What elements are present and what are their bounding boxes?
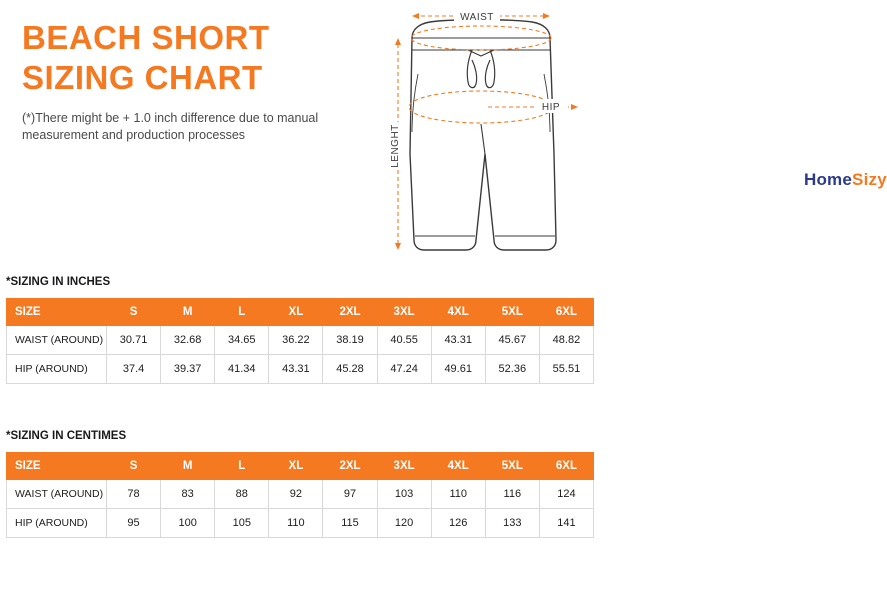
cell: 95: [107, 509, 161, 538]
cell: 124: [539, 480, 593, 509]
col-header-s: S: [107, 299, 161, 326]
inches-section-label: *SIZING IN INCHES: [6, 276, 111, 288]
cell: 83: [161, 480, 215, 509]
col-header-xl: XL: [269, 299, 323, 326]
col-header-m: M: [161, 453, 215, 480]
col-header-3xl: 3XL: [377, 453, 431, 480]
col-header-4xl: 4XL: [431, 299, 485, 326]
cell: 43.31: [431, 326, 485, 355]
col-header-m: M: [161, 299, 215, 326]
cell: 45.67: [485, 326, 539, 355]
table-row: [7, 355, 594, 384]
cell: 88: [215, 480, 269, 509]
cell: 110: [431, 480, 485, 509]
cell: 133: [485, 509, 539, 538]
cell: 39.37: [161, 355, 215, 384]
cell: 103: [377, 480, 431, 509]
cell: 30.71: [107, 326, 161, 355]
col-header-6xl: 6XL: [539, 453, 593, 480]
cell: 36.22: [269, 326, 323, 355]
table-row: [7, 326, 594, 355]
cell: 38.19: [323, 326, 377, 355]
cell: 116: [485, 480, 539, 509]
table-row: [7, 480, 594, 509]
waist-label-text: WAIST: [460, 12, 494, 23]
cell: 126: [431, 509, 485, 538]
brand-name-sizy: Sizy: [852, 170, 887, 189]
centimetres-table: [6, 452, 594, 538]
cell: 105: [215, 509, 269, 538]
title-block: [22, 18, 352, 144]
col-header-2xl: 2XL: [323, 453, 377, 480]
cell: 92: [269, 480, 323, 509]
col-header-l: L: [215, 453, 269, 480]
brand-logo: [804, 170, 887, 190]
table-header-row: [7, 453, 594, 480]
row-label-hip: HIP (AROUND): [7, 509, 107, 538]
page-title-line-1: BEACH SHORT: [22, 19, 270, 56]
measurement-note: (*)There might be + 1.0 inch difference due to manual measurement and production processes: [22, 111, 319, 142]
col-header-s: S: [107, 453, 161, 480]
col-header-3xl: 3XL: [377, 299, 431, 326]
cell: 43.31: [269, 355, 323, 384]
cell: 47.24: [377, 355, 431, 384]
row-label-waist: WAIST (AROUND): [7, 326, 107, 355]
col-header-size: SIZE: [7, 453, 107, 480]
cell: 40.55: [377, 326, 431, 355]
table-row: [7, 509, 594, 538]
row-label-waist: WAIST (AROUND): [7, 480, 107, 509]
cell: 48.82: [539, 326, 593, 355]
table-header-row: [7, 299, 594, 326]
col-header-l: L: [215, 299, 269, 326]
row-label-hip: HIP (AROUND): [7, 355, 107, 384]
col-header-4xl: 4XL: [431, 453, 485, 480]
col-header-xl: XL: [269, 453, 323, 480]
cell: 78: [107, 480, 161, 509]
length-label-text: LENGHT: [390, 124, 401, 168]
col-header-5xl: 5XL: [485, 299, 539, 326]
col-header-2xl: 2XL: [323, 299, 377, 326]
hip-label-text: HIP: [541, 102, 561, 113]
shorts-illustration: [368, 4, 887, 266]
cell: 34.65: [215, 326, 269, 355]
cell: 41.34: [215, 355, 269, 384]
cell: 120: [377, 509, 431, 538]
cell: 37.4: [107, 355, 161, 384]
centimetres-section-label: *SIZING IN CENTIMES: [6, 430, 127, 442]
cell: 45.28: [323, 355, 377, 384]
cell: 97: [323, 480, 377, 509]
brand-name-home: Home: [804, 170, 853, 189]
page-title-line-2: SIZING CHART: [22, 59, 263, 96]
cell: 110: [269, 509, 323, 538]
cell: 115: [323, 509, 377, 538]
col-header-size: SIZE: [7, 299, 107, 326]
cell: 55.51: [539, 355, 593, 384]
col-header-5xl: 5XL: [485, 453, 539, 480]
cell: 52.36: [485, 355, 539, 384]
cell: 141: [539, 509, 593, 538]
cell: 32.68: [161, 326, 215, 355]
col-header-6xl: 6XL: [539, 299, 593, 326]
cell: 100: [161, 509, 215, 538]
cell: 49.61: [431, 355, 485, 384]
inches-table: [6, 298, 594, 384]
header: [0, 0, 887, 268]
